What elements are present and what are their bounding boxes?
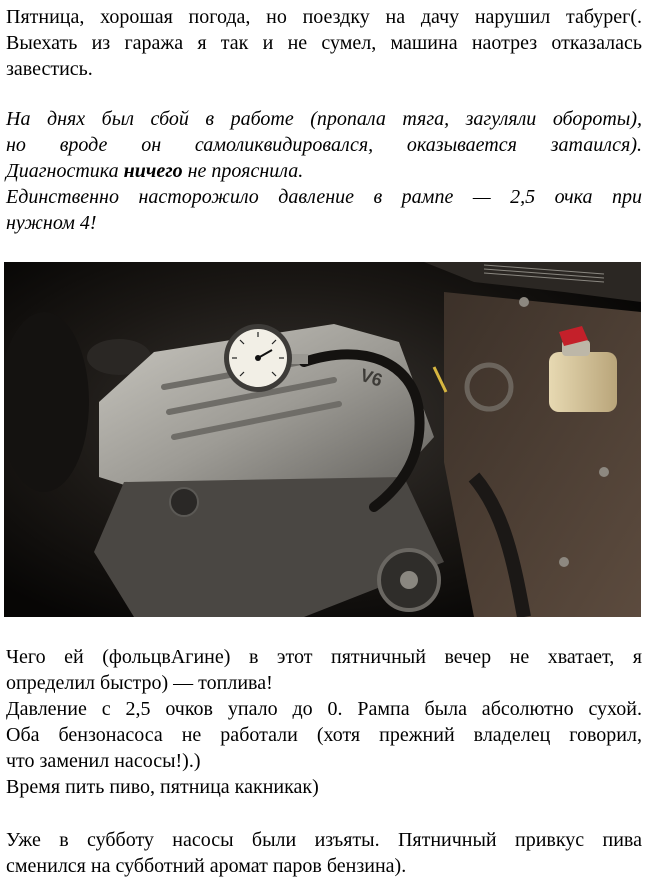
story-paragraph [6,644,642,800]
story-line-4: Оба бензонасоса не работали (хотя прежний владелец говорил, [6,724,642,746]
intro-paragraph [6,4,642,82]
right-panel [444,292,641,617]
diagnosis-text-before: Диагностика [6,160,124,182]
story-line-2: определил быстро) — топлива! [6,672,273,694]
bolt-1 [519,297,529,307]
bolt-3 [559,557,569,567]
story-line-5: что заменил насосы!).) [6,750,201,772]
bolt-2 [599,467,609,477]
diagnosis-line-2: но вроде он самоликвидировался, оказывается затаился). [6,134,642,156]
coolant-reservoir [549,352,617,412]
diagnosis-text-after: не прояснила. [182,160,304,182]
engine-illustration [4,262,641,617]
saturday-paragraph [6,827,642,879]
story-line-6: Время пить пиво, пятница какникак) [6,776,319,798]
intro-line-1: Пятница, хорошая погода, но поездку на дачу нарушил табурег(. [6,6,642,28]
oil-cap [170,488,198,516]
story-line-3: Давление с 2,5 очков упало до 0. Рампа была абсолютно сухой. [6,698,642,720]
gauge-pivot [255,355,261,361]
saturday-line-1: Уже в субботу насосы были изъяты. Пятничный привкус пива [6,829,642,851]
diagnosis-line-1: На днях был сбой в работе (пропала тяга, загуляли обороты), [6,108,642,130]
saturday-line-2: сменился на субботний аромат паров бензина). [6,855,407,877]
diagnosis-line-4: Единственно насторожило давление в рампе — 2,5 очка при [6,186,642,208]
emphasis-nothing: ничего [123,160,183,182]
diagnosis-line-3 [6,158,642,184]
story-line-1: Чего ей (фольцвАгине) в этот пятничный вечер не хватает, я [6,646,642,668]
intro-line-2: Выехать из гаража я так и не сумел, машина наотрез отказалась [6,32,642,54]
diagnosis-paragraph [6,106,642,236]
pulley-hub [400,571,418,589]
intro-line-3: завестись. [6,58,93,80]
cover-badge: V6 [357,364,385,391]
diagnosis-line-5: нужном 4! [6,212,97,234]
engine-photo [4,262,641,617]
